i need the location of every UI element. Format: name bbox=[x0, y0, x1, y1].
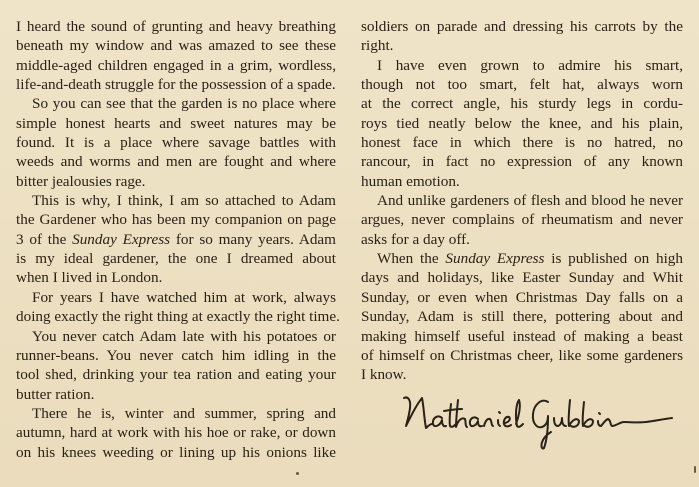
text-line: honest face in which there is no hatred, no bbox=[361, 134, 683, 152]
text-line: on his knees weeding or lining up his onions like bbox=[16, 443, 336, 461]
text-line: human emotion. bbox=[361, 172, 460, 190]
author-signature bbox=[398, 384, 678, 454]
text-fragment: 3 of the bbox=[16, 230, 73, 248]
text-fragment: for so many years. Adam bbox=[170, 230, 336, 248]
text-line: of himself on Christmas cheer, like some gardeners bbox=[361, 346, 683, 364]
text-line: Sunday, or even when Christmas Day falls on a bbox=[361, 288, 683, 306]
text-fragment: is published on high bbox=[544, 250, 683, 268]
text-line: beneath my window and was amazed to see these bbox=[16, 37, 336, 55]
text-line: simple honest hearts and sweet natures may be bbox=[16, 114, 336, 132]
right-column bbox=[361, 17, 683, 385]
text-line bbox=[361, 249, 683, 268]
text-line: right. bbox=[361, 37, 394, 55]
text-line: And unlike gardeners of flesh and blood he never bbox=[377, 192, 683, 210]
text-line: at the correct angle, his sturdy legs in cordu- bbox=[361, 95, 683, 113]
text-line: asks for a day off. bbox=[361, 230, 470, 248]
text-line: found. It is a place where savage battles with bbox=[16, 134, 336, 152]
text-line: doing exactly the right thing at exactly the right time. bbox=[16, 308, 340, 326]
text-line: tool shed, drinking your tea ration and eating your bbox=[16, 366, 336, 384]
text-line: So you can see that the garden is no place where bbox=[32, 95, 336, 113]
text-line: This is why, I think, I am so attached to Adam bbox=[32, 192, 336, 210]
paper-speck bbox=[296, 472, 299, 475]
text-line: You never catch Adam late with his potatoes or bbox=[32, 327, 336, 345]
text-line: life-and-death struggle for the possession of a spade. bbox=[16, 76, 336, 94]
left-column bbox=[16, 17, 340, 462]
text-line: I know. bbox=[361, 366, 407, 384]
text-line: middle-aged children engaged in a grim, wordless, bbox=[16, 56, 336, 74]
text-line: is my ideal gardener, the one I dreamed about bbox=[16, 250, 336, 268]
text-line bbox=[16, 230, 336, 249]
text-line: making himself useful instead of making a beast bbox=[361, 327, 683, 345]
text-line: roys tied neatly below the knee, and his plain, bbox=[361, 114, 683, 132]
paper-speck bbox=[694, 466, 696, 473]
text-line: runner-beans. You never catch him idling in the bbox=[16, 346, 336, 364]
text-line: bitter jealousies rage. bbox=[16, 172, 146, 190]
text-line: though not too smart, felt hat, always worn bbox=[361, 76, 683, 94]
text-line: argues, never complains of rheumatism and never bbox=[361, 211, 683, 229]
text-line: There he is, winter and summer, spring and bbox=[32, 404, 336, 422]
text-line: the Gardener who has been my companion on page bbox=[16, 211, 336, 229]
text-line: Sunday, Adam is still there, pottering about and bbox=[361, 308, 683, 326]
text-line: autumn, hard at work with his hoe or rake, or down bbox=[16, 424, 336, 442]
text-fragment: When the bbox=[377, 250, 446, 268]
text-line: days and holidays, like Easter Sunday and Whit bbox=[361, 269, 683, 287]
newspaper-title: Sunday Express bbox=[445, 250, 545, 268]
text-line: I heard the sound of grunting and heavy breathing bbox=[16, 18, 336, 35]
text-line: butter ration. bbox=[16, 385, 95, 403]
text-line: I have even grown to admire his smart, bbox=[377, 56, 683, 74]
newspaper-title: Sunday Express bbox=[72, 230, 171, 248]
text-line: For years I have watched him at work, always bbox=[32, 288, 336, 306]
text-line: rancour, in fact no expression of any known bbox=[361, 153, 683, 171]
text-line: when I lived in London. bbox=[16, 269, 163, 287]
text-line: soldiers on parade and dressing his carrots by the bbox=[361, 18, 683, 35]
text-line: weeds and worms and men are fought and where bbox=[16, 153, 336, 171]
